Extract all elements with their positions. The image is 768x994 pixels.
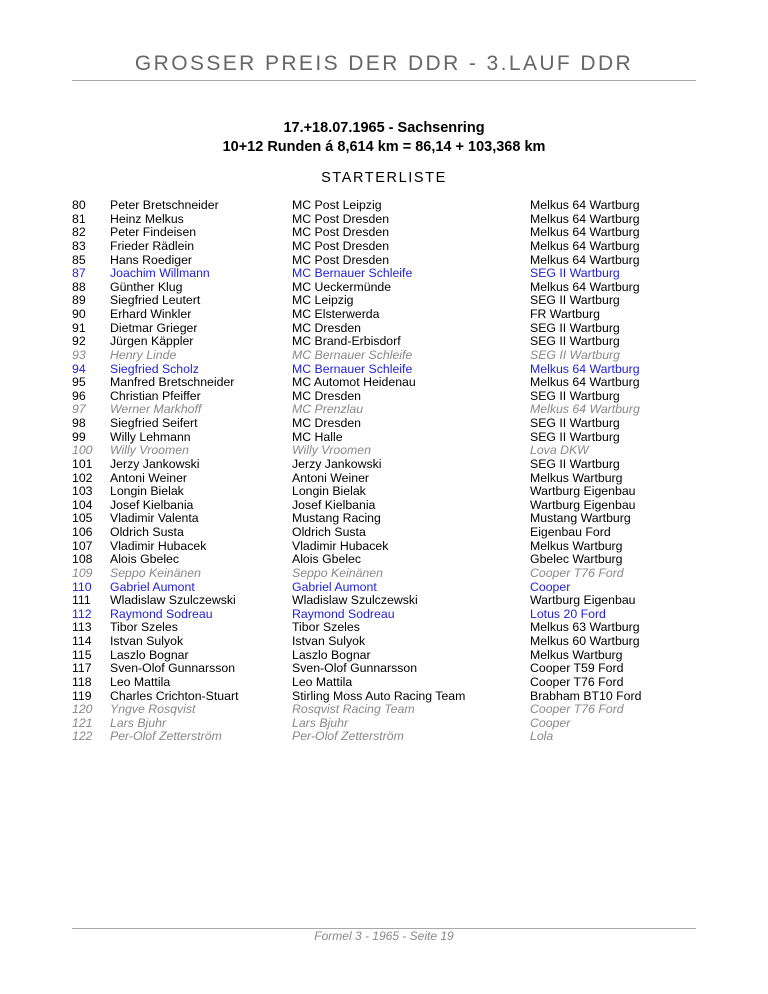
entry-team: MC Dresden — [292, 388, 362, 403]
header-divider — [72, 80, 696, 81]
entry-driver: Werner Markhoff — [110, 402, 202, 417]
entry-driver: Per-Olof Zetterström — [110, 729, 222, 744]
entry-row — [0, 349, 768, 363]
entry-row — [0, 376, 768, 390]
entry-driver: Oldrich Susta — [110, 525, 184, 539]
entry-driver: Frieder Rädlein — [110, 238, 195, 253]
entry-driver: Siegfried Seifert — [110, 416, 198, 430]
entry-row — [0, 512, 768, 526]
entry-driver: Leo Mattila — [110, 674, 171, 689]
entry-driver: Charles Crichton-Stuart — [110, 688, 239, 703]
entry-number: 94 — [72, 361, 86, 376]
entry-car: Mustang Wartburg — [530, 511, 631, 526]
entry-driver: Alois Gbelec — [110, 552, 180, 567]
entry-car: SEG II Wartburg — [530, 429, 620, 444]
entry-car: SEG II Wartburg — [530, 266, 620, 281]
entry-row — [0, 213, 768, 227]
entry-number: 81 — [72, 211, 86, 226]
entry-team: Raymond Sodreau — [292, 606, 395, 621]
entry-number: 92 — [72, 334, 86, 349]
entry-driver: Hans Roediger — [110, 252, 193, 267]
entry-number: 100 — [72, 443, 93, 458]
entry-team: Willy Vroomen — [292, 443, 371, 458]
entry-team: Sven-Olof Gunnarsson — [292, 661, 418, 676]
entry-car: Melkus Wartburg — [530, 647, 623, 662]
entry-team: Istvan Sulyok — [292, 634, 366, 648]
entry-car: Melkus Wartburg — [530, 538, 623, 553]
entry-team: MC Bernauer Schleife — [292, 347, 413, 362]
entry-car: Cooper — [530, 579, 571, 594]
entry-number: 106 — [72, 525, 93, 539]
entry-car: SEG II Wartburg — [530, 416, 620, 430]
entry-number: 121 — [72, 715, 93, 730]
entry-driver: Seppo Keinänen — [110, 565, 201, 580]
entry-driver: Vladimir Hubacek — [110, 538, 207, 553]
entry-car: Melkus 64 Wartburg — [530, 375, 640, 390]
entry-team: Lars Bjuhr — [292, 715, 349, 730]
entry-driver: Sven-Olof Gunnarsson — [110, 661, 236, 676]
entry-row — [0, 199, 768, 213]
entry-number: 109 — [72, 565, 93, 580]
entry-number: 97 — [72, 402, 86, 417]
entry-team: Longin Bielak — [292, 484, 366, 499]
entry-row — [0, 308, 768, 322]
entry-car: Cooper T76 Ford — [530, 674, 624, 689]
entry-number: 103 — [72, 484, 93, 499]
entry-team: MC Post Leipzig — [292, 198, 382, 212]
entry-team: Tibor Szeles — [292, 620, 360, 635]
entry-row — [0, 662, 768, 676]
entry-team: MC Post Dresden — [292, 211, 390, 226]
entry-number: 80 — [72, 198, 86, 212]
entry-number: 108 — [72, 552, 93, 567]
entry-row — [0, 649, 768, 663]
entry-team: Jerzy Jankowski — [292, 456, 382, 471]
entry-driver: Vladimir Valenta — [110, 511, 199, 526]
entry-car: Gbelec Wartburg — [530, 552, 623, 567]
entry-team: MC Halle — [292, 429, 343, 444]
entry-driver: Antoni Weiner — [110, 470, 188, 485]
entry-driver: Wladislaw Szulczewski — [110, 593, 236, 608]
entry-number: 115 — [72, 647, 92, 662]
entry-driver: Peter Findeisen — [110, 225, 197, 240]
entry-car: Melkus 64 Wartburg — [530, 361, 640, 376]
entry-number: 90 — [72, 307, 86, 321]
entry-driver: Peter Bretschneider — [110, 198, 219, 212]
entry-number: 104 — [72, 497, 93, 512]
entry-team: Antoni Weiner — [292, 470, 370, 485]
entry-car: Cooper — [530, 715, 571, 730]
entry-number: 82 — [72, 225, 86, 240]
entry-car: Melkus 64 Wartburg — [530, 211, 640, 226]
entry-team: MC Leipzig — [292, 293, 354, 308]
entry-row — [0, 690, 768, 704]
entry-driver: Istvan Sulyok — [110, 634, 184, 648]
entry-driver: Christian Pfeiffer — [110, 388, 201, 403]
entry-team: Leo Mattila — [292, 674, 353, 689]
entry-car: Melkus 60 Wartburg — [530, 634, 640, 648]
entry-car: Melkus 64 Wartburg — [530, 225, 640, 240]
entry-number: 117 — [72, 661, 92, 676]
entry-row — [0, 403, 768, 417]
entry-number: 101 — [72, 456, 93, 471]
entry-car: Melkus 64 Wartburg — [530, 252, 640, 267]
entry-driver: Laszlo Bognar — [110, 647, 189, 662]
entry-driver: Tibor Szeles — [110, 620, 178, 635]
entry-team: MC Bernauer Schleife — [292, 266, 413, 281]
entry-team: Oldrich Susta — [292, 525, 366, 539]
entry-number: 83 — [72, 238, 86, 253]
entry-row — [0, 444, 768, 458]
entry-car: SEG II Wartburg — [530, 456, 620, 471]
entry-team: Per-Olof Zetterström — [292, 729, 404, 744]
entry-row — [0, 363, 768, 377]
entry-car: SEG II Wartburg — [530, 347, 620, 362]
entry-driver: Heinz Melkus — [110, 211, 184, 226]
entry-driver: Siegfried Leutert — [110, 293, 201, 308]
section-title: STARTERLISTE — [321, 170, 447, 186]
entry-number: 96 — [72, 388, 86, 403]
entry-driver: Lars Bjuhr — [110, 715, 167, 730]
entry-row — [0, 417, 768, 431]
entry-team: MC Automot Heidenau — [292, 375, 416, 390]
entry-number: 110 — [72, 579, 92, 594]
entry-number: 120 — [72, 702, 93, 717]
entry-team: Josef Kielbania — [292, 497, 376, 512]
entry-car: Eigenbau Ford — [530, 525, 611, 539]
entry-team: Vladimir Hubacek — [292, 538, 389, 553]
entry-number: 107 — [72, 538, 93, 553]
entry-car: Cooper T76 Ford — [530, 565, 624, 580]
entry-number: 105 — [72, 511, 93, 526]
entry-row — [0, 621, 768, 635]
entry-driver: Willy Vroomen — [110, 443, 189, 458]
entry-row — [0, 281, 768, 295]
entry-team: MC Prenzlau — [292, 402, 364, 417]
entry-team: Mustang Racing — [292, 511, 381, 526]
entry-row — [0, 335, 768, 349]
entry-row — [0, 254, 768, 268]
entry-team: MC Brand-Erbisdorf — [292, 334, 401, 349]
entry-number: 93 — [72, 347, 86, 362]
entry-number: 95 — [72, 375, 86, 390]
entry-number: 91 — [72, 320, 86, 335]
entry-row — [0, 540, 768, 554]
entry-car: SEG II Wartburg — [530, 388, 620, 403]
entry-row — [0, 472, 768, 486]
entry-number: 113 — [72, 620, 92, 635]
entry-driver: Yngve Rosqvist — [110, 702, 196, 717]
entry-car: Melkus 64 Wartburg — [530, 402, 640, 417]
entry-driver: Dietmar Grieger — [110, 320, 198, 335]
entry-row — [0, 294, 768, 308]
entry-row — [0, 240, 768, 254]
entry-driver: Joachim Willmann — [110, 266, 210, 281]
race-distance: 10+12 Runden á 8,614 km = 86,14 + 103,368 km — [222, 139, 546, 155]
entry-row — [0, 485, 768, 499]
race-date-venue: 17.+18.07.1965 - Sachsenring — [283, 120, 485, 136]
entry-number: 85 — [72, 252, 86, 267]
entry-row — [0, 717, 768, 731]
entry-driver: Longin Bielak — [110, 484, 184, 499]
entry-row — [0, 458, 768, 472]
entry-row — [0, 594, 768, 608]
entry-car: Wartburg Eigenbau — [530, 497, 636, 512]
entry-car: Lola — [530, 729, 554, 744]
entry-row — [0, 431, 768, 445]
entry-row — [0, 322, 768, 336]
entry-number: 99 — [72, 429, 86, 444]
entry-car: Cooper T76 Ford — [530, 702, 624, 717]
entry-row — [0, 581, 768, 595]
entry-car: Melkus 64 Wartburg — [530, 279, 640, 294]
entry-row — [0, 730, 768, 744]
entry-row — [0, 608, 768, 622]
entry-number: 98 — [72, 416, 86, 430]
entry-row — [0, 703, 768, 717]
entry-team: Seppo Keinänen — [292, 565, 383, 580]
entry-number: 119 — [72, 688, 92, 703]
entry-team: Alois Gbelec — [292, 552, 362, 567]
entry-row — [0, 226, 768, 240]
entry-number: 89 — [72, 293, 86, 308]
entry-car: Wartburg Eigenbau — [530, 484, 636, 499]
entry-row — [0, 499, 768, 513]
entry-number: 87 — [72, 266, 86, 281]
entry-car: FR Wartburg — [530, 307, 600, 321]
starter-list — [0, 199, 768, 744]
entry-team: Stirling Moss Auto Racing Team — [292, 688, 466, 703]
entry-driver: Siegfried Scholz — [110, 361, 199, 376]
entry-number: 122 — [72, 729, 93, 744]
entry-row — [0, 553, 768, 567]
entry-team: MC Post Dresden — [292, 225, 390, 240]
entry-row — [0, 390, 768, 404]
entry-number: 114 — [72, 634, 92, 648]
entry-car: Melkus 64 Wartburg — [530, 238, 640, 253]
entry-number: 112 — [72, 606, 92, 621]
entry-car: Brabham BT10 Ford — [530, 688, 642, 703]
entry-driver: Günther Klug — [110, 279, 183, 294]
entry-car: Melkus 63 Wartburg — [530, 620, 640, 635]
entry-car: SEG II Wartburg — [530, 320, 620, 335]
entry-car: Melkus Wartburg — [530, 470, 623, 485]
entry-row — [0, 676, 768, 690]
entry-driver: Jürgen Käppler — [110, 334, 194, 349]
entry-driver: Raymond Sodreau — [110, 606, 213, 621]
entry-row — [0, 635, 768, 649]
entry-team: Laszlo Bognar — [292, 647, 371, 662]
entry-number: 111 — [72, 593, 91, 608]
entry-number: 118 — [72, 674, 92, 689]
entry-team: MC Dresden — [292, 320, 362, 335]
entry-team: Rosqvist Racing Team — [292, 702, 415, 717]
entry-driver: Willy Lehmann — [110, 429, 191, 444]
entry-team: Gabriel Aumont — [292, 579, 377, 594]
entry-car: Melkus 64 Wartburg — [530, 198, 640, 212]
entry-team: MC Ueckermünde — [292, 279, 392, 294]
entry-driver: Erhard Winkler — [110, 307, 192, 321]
entry-car: Lova DKW — [530, 443, 589, 458]
entry-car: Lotus 20 Ford — [530, 606, 606, 621]
entry-team: MC Elsterwerda — [292, 307, 380, 321]
entry-driver: Josef Kielbania — [110, 497, 194, 512]
entry-driver: Jerzy Jankowski — [110, 456, 200, 471]
page-footer: Formel 3 - 1965 - Seite 19 — [314, 929, 454, 943]
entry-car: Cooper T59 Ford — [530, 661, 624, 676]
entry-team: Wladislaw Szulczewski — [292, 593, 418, 608]
entry-team: MC Bernauer Schleife — [292, 361, 413, 376]
entry-row — [0, 267, 768, 281]
entry-number: 88 — [72, 279, 86, 294]
entry-row — [0, 526, 768, 540]
entry-team: MC Post Dresden — [292, 252, 390, 267]
entry-car: Wartburg Eigenbau — [530, 593, 636, 608]
entry-car: SEG II Wartburg — [530, 334, 620, 349]
entry-car: SEG II Wartburg — [530, 293, 620, 308]
page-header-title: GROSSER PREIS DER DDR - 3.LAUF DDR — [134, 52, 634, 75]
entry-team: MC Post Dresden — [292, 238, 390, 253]
entry-team: MC Dresden — [292, 416, 362, 430]
entry-number: 102 — [72, 470, 93, 485]
entry-driver: Manfred Bretschneider — [110, 375, 235, 390]
entry-driver: Henry Linde — [110, 347, 177, 362]
entry-row — [0, 567, 768, 581]
entry-driver: Gabriel Aumont — [110, 579, 195, 594]
